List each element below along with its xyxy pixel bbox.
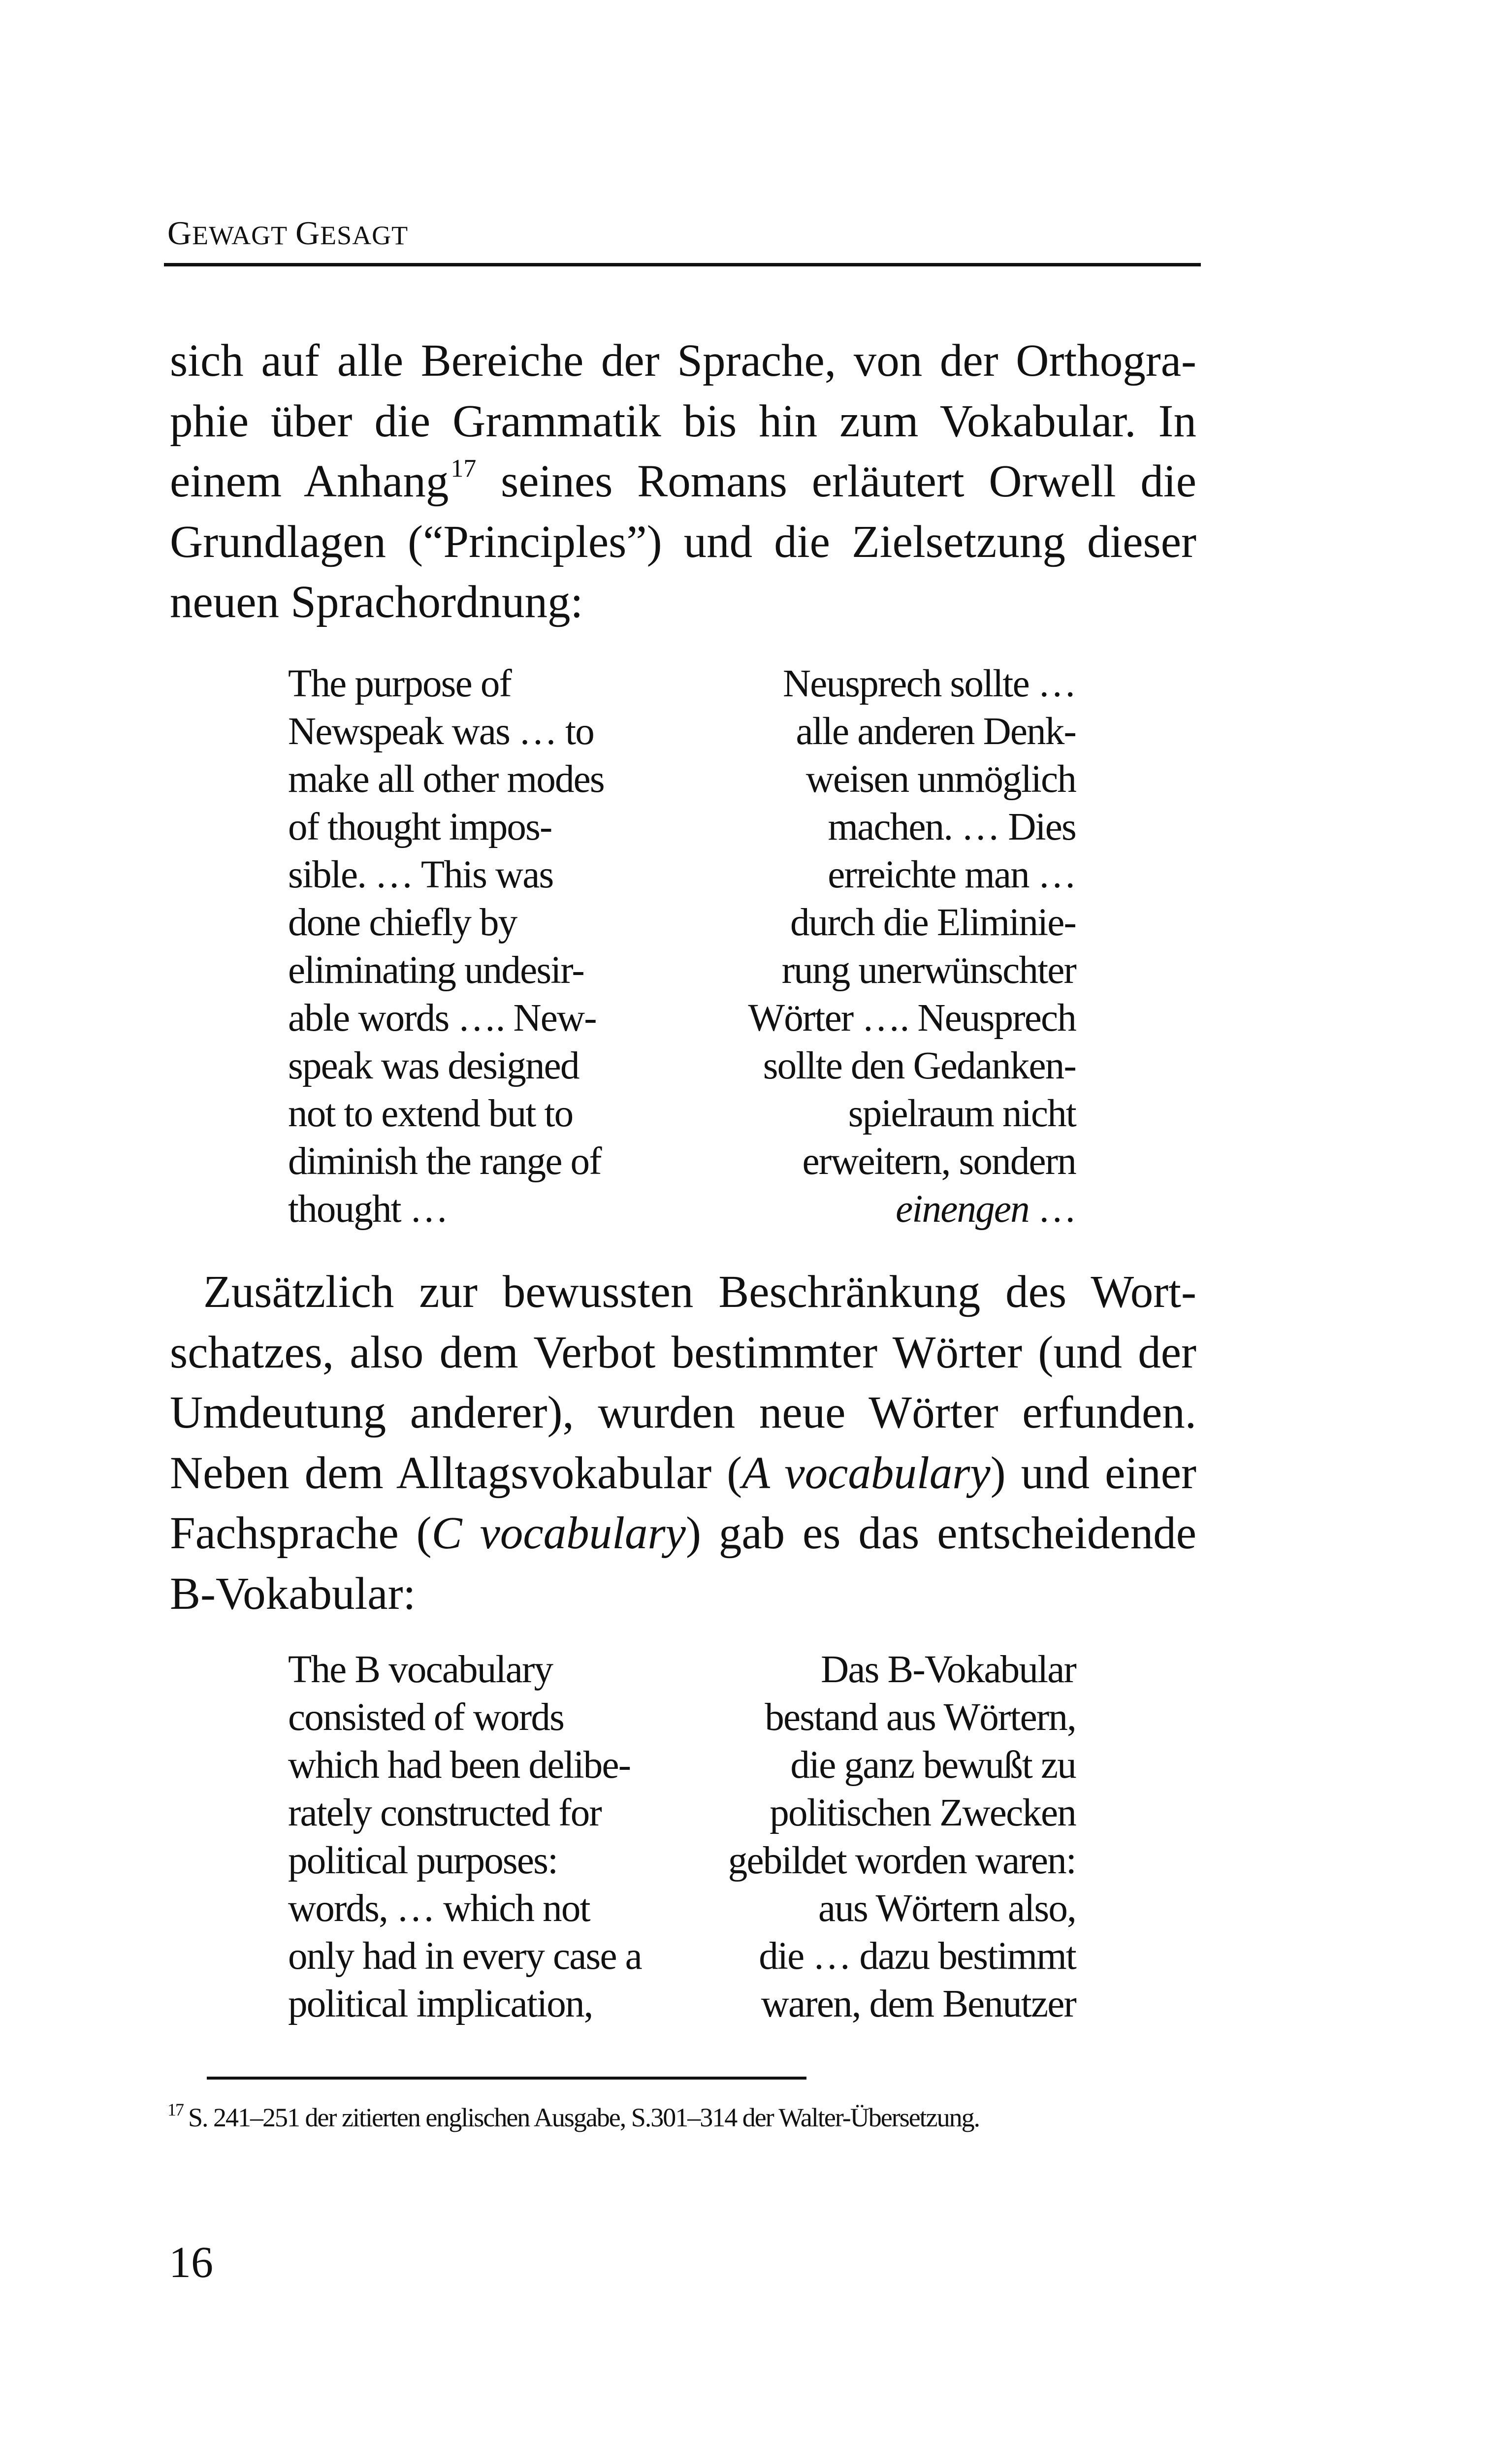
quote-2-english-line: The B vocabulary (288, 1648, 553, 1691)
quote-1-english-line: speak was designed (288, 1044, 579, 1087)
quote-1-german-italic-word: einengen (896, 1188, 1029, 1231)
quote-2-english-line: political purposes: (288, 1839, 558, 1882)
running-header-rest-1: EWAGT (192, 221, 288, 250)
quote-1-english-line: not to extend but to (288, 1092, 573, 1135)
page-number: 16 (169, 2238, 213, 2287)
paragraph-2-line (170, 1443, 1196, 1504)
quote-1-german-line: alle anderen Denk- (796, 710, 1076, 753)
quote-2-german-line: die … dazu bestimmt (759, 1935, 1076, 1978)
quote-1-english-line: eliminating undesir- (288, 949, 584, 992)
quote-2-german-line: aus Wörtern also, (818, 1887, 1076, 1930)
quote-1-english-line: sible. … This was (288, 853, 553, 896)
footnote-marker: 17 (167, 2100, 183, 2119)
quote-2-english-line: political implication, (288, 1983, 593, 2025)
paragraph-1-line: sich auf alle Bereiche der Sprache, von der Orthogra- (170, 335, 1196, 386)
paragraph-2-italic-term: A vocabulary (742, 1447, 991, 1498)
paragraph-1-line: Grundlagen (“Principles”) und die Zielsetzung dieser (170, 516, 1196, 567)
quote-1-german-line: weisen unmöglich (805, 758, 1076, 801)
quote-1-german-line: machen. … Dies (828, 806, 1076, 848)
quote-2-english-line: consisted of words (288, 1696, 564, 1739)
paragraph-2-line (170, 1503, 1196, 1564)
paragraph-1 (170, 331, 1196, 633)
paragraph-1-line-part: einem Anhang (170, 456, 449, 507)
quote-1-english-line: diminish the range of (288, 1140, 601, 1183)
quote-2-german-line: die ganz bewußt zu (790, 1744, 1076, 1787)
quote-2-english-line: rately constructed for (288, 1792, 601, 1834)
quote-2-english-line: words, … which not (288, 1887, 590, 1930)
quote-1-german-line: sollte den Gedanken- (763, 1044, 1076, 1087)
quote-2-german-line: gebildet worden waren: (728, 1839, 1076, 1882)
quote-1-german-line: Neusprech sollte … (782, 662, 1076, 705)
quote-1-english-line: thought … (288, 1188, 448, 1231)
running-header (167, 216, 408, 253)
quote-2-english (288, 1646, 682, 2028)
quote-1-english-line: able words …. New- (288, 997, 596, 1040)
paragraph-2-line-part: ) gab es das entscheidende (685, 1508, 1196, 1559)
quote-1-english-line: done chiefly by (288, 901, 517, 944)
paragraph-2-line-part: Neben dem Alltagsvokabular ( (170, 1447, 742, 1498)
paragraph-1-line-part: seines Romans erläutert Orwell die (501, 456, 1196, 507)
paragraph-1-line: neuen Sprachordnung: (170, 577, 583, 627)
quote-2-german-line: Das B-Vokabular (821, 1648, 1076, 1691)
footnote-text: S. 241–251 der zitierten englischen Ausgabe, S.301–314 der Walter-Übersetzung. (188, 2103, 980, 2132)
quote-1-german-line: erreichte man … (828, 853, 1076, 896)
running-header-rest-2: ESAGT (320, 221, 409, 250)
quote-1-german-ellipsis: … (1029, 1188, 1076, 1231)
footnote (167, 2100, 979, 2135)
paragraph-2-line-part: Fachsprache ( (170, 1508, 432, 1559)
quote-2-english-line: only had in every case a (288, 1935, 642, 1978)
quote-2-german-line: bestand aus Wörtern, (765, 1696, 1076, 1739)
quote-2-german (679, 1646, 1076, 2028)
quote-1-german (679, 660, 1076, 1233)
quote-1-german-line: rung unerwünschter (781, 949, 1076, 992)
quote-1-german-line: erweitern, sondern (802, 1140, 1076, 1183)
paragraph-2 (170, 1262, 1196, 1624)
quote-1-german-line: durch die Eliminie- (790, 901, 1076, 944)
quote-1-german-line (679, 1185, 1076, 1233)
paragraph-1-line (170, 452, 1196, 512)
quote-1-english-line: The purpose of (288, 662, 512, 705)
footnote-rule (207, 2077, 806, 2080)
paragraph-2-line: B-Vokabular: (170, 1568, 416, 1619)
running-header-cap-2: G (295, 214, 321, 252)
quote-1-english-line: of thought impos- (288, 806, 552, 848)
paragraph-2-line-part: ) und einer (990, 1447, 1196, 1498)
quote-1-english-line: make all other modes (288, 758, 604, 801)
running-header-cap-1: G (167, 214, 193, 252)
header-rule (164, 263, 1201, 266)
quote-2-german-line: politischen Zwecken (770, 1792, 1076, 1834)
paragraph-1-line: phie über die Grammatik bis hin zum Vokabular. In (170, 395, 1196, 447)
quote-1-english (288, 660, 682, 1233)
quote-1-english-line: Newspeak was … to (288, 710, 594, 753)
paragraph-2-line: Umdeutung anderer), wurden neue Wörter erfunden. (170, 1387, 1196, 1438)
quote-1-german-line: Wörter …. Neusprech (748, 997, 1076, 1040)
quote-2-german-line: waren, dem Benutzer (761, 1983, 1076, 2025)
paragraph-2-line: Zusätzlich zur bewussten Beschränkung des Wort- (203, 1267, 1196, 1317)
quote-2-english-line: which had been delibe- (288, 1744, 631, 1787)
quote-1-german-line: spielraum nicht (848, 1092, 1076, 1135)
footnote-reference: 17 (450, 455, 477, 483)
paragraph-2-line: schatzes, also dem Verbot bestimmter Wörter (und der (170, 1327, 1196, 1378)
paragraph-2-italic-term: C vocabulary (431, 1508, 686, 1559)
